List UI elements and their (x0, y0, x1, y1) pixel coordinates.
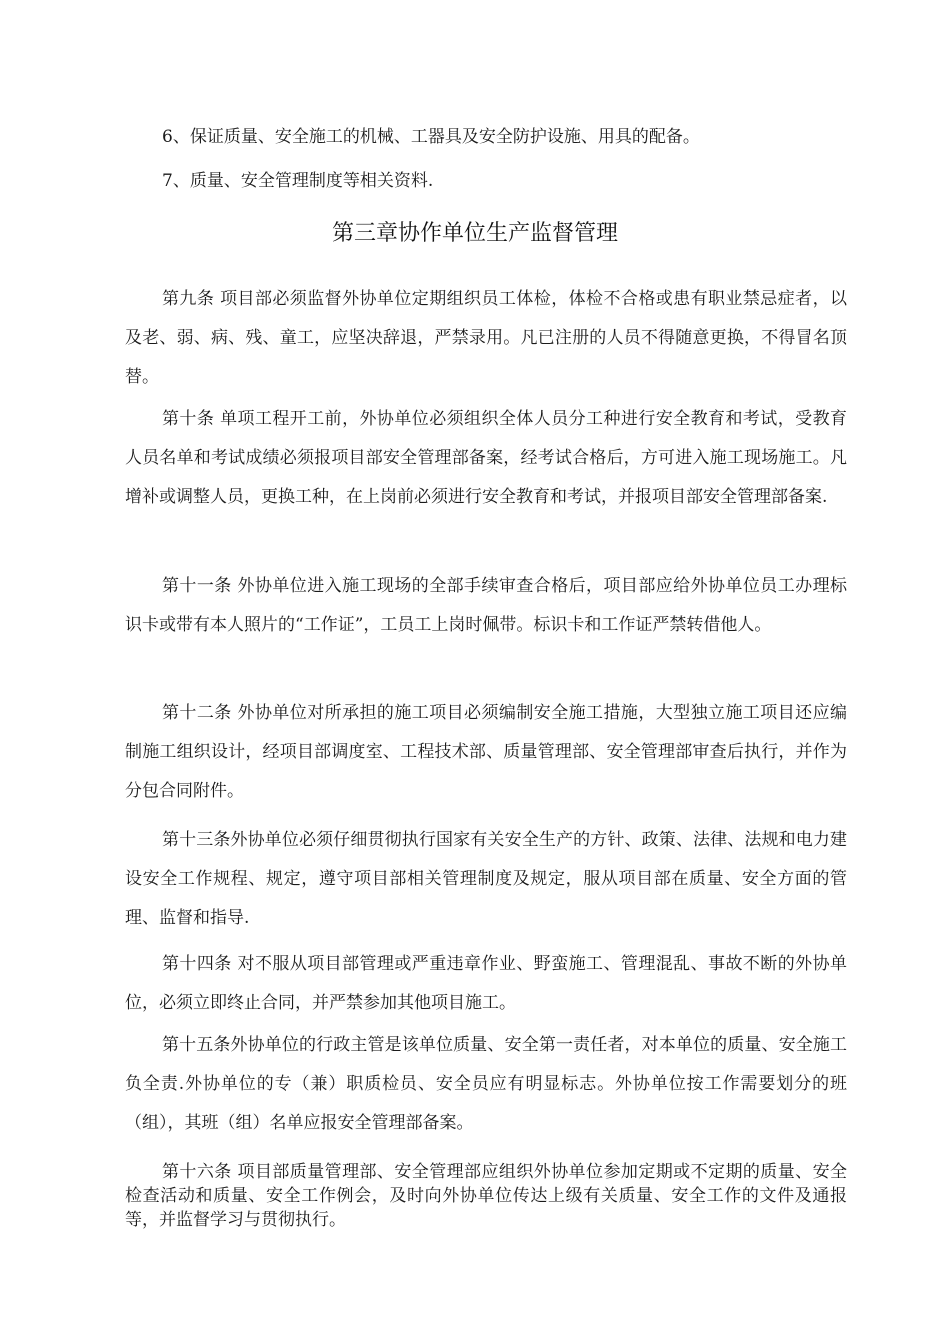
article-15: 第十五条外协单位的行政主管是该单位质量、安全第一责任者，对本单位的质量、安全施工负全责.外协单位的专（兼）职质检员、安全员应有明显标志。外协单位按工作需要划分的班（组），其班（组）名单应报安全管理部备案。 (125, 1035, 847, 1133)
article-11: 第十一条 外协单位进入施工现场的全部手续审查合格后，项目部应给外协单位员工办理标识卡或带有本人照片的“工作证”，工员工上岗时佩带。标识卡和工作证严禁转借他人。 (125, 576, 847, 635)
chapter-title: 第三章协作单位生产监督管理 (331, 221, 618, 246)
article-14: 第十四条 对不服从项目部管理或严重违章作业、野蛮施工、管理混乱、事故不断的外协单位，必须立即终止合同，并严禁参加其他项目施工。 (125, 954, 847, 1013)
article-9: 第九条 项目部必须监督外协单位定期组织员工体检，体检不合格或患有职业禁忌症者，以及老、弱、病、残、童工，应坚决辞退，严禁录用。凡已注册的人员不得随意更换，不得冒名顶替。 (125, 289, 847, 387)
article-12: 第十二条 外协单位对所承担的施工项目必须编制安全施工措施，大型独立施工项目还应编制施工组织设计，经项目部调度室、工程技术部、质量管理部、安全管理部审查后执行，并作为分包合同附件。 (125, 703, 847, 801)
article-16: 第十六条 项目部质量管理部、安全管理部应组织外协单位参加定期或不定期的质量、安全检查活动和质量、安全工作例会，及时向外协单位传达上级有关质量、安全工作的文件及通报等，并监督学习与贯彻执行。 (125, 1162, 847, 1230)
article-10: 第十条 单项工程开工前，外协单位必须组织全体人员分工种进行安全教育和考试，受教育人员名单和考试成绩必须报项目部安全管理部备案，经考试合格后，方可进入施工现场施工。凡增补或调整人员，更换工种，在上岗前必须进行安全教育和考试，并报项目部安全管理部备案. (125, 409, 847, 507)
list-item-7: 7、质量、安全管理制度等相关资料. (162, 171, 434, 191)
article-13: 第十三条外协单位必须仔细贯彻执行国家有关安全生产的方针、政策、法律、法规和电力建设安全工作规程、规定，遵守项目部相关管理制度及规定，服从项目部在质量、安全方面的管理、监督和指导. (125, 830, 847, 928)
list-item-6: 6、保证质量、安全施工的机械、工器具及安全防护设施、用具的配备。 (162, 127, 700, 147)
